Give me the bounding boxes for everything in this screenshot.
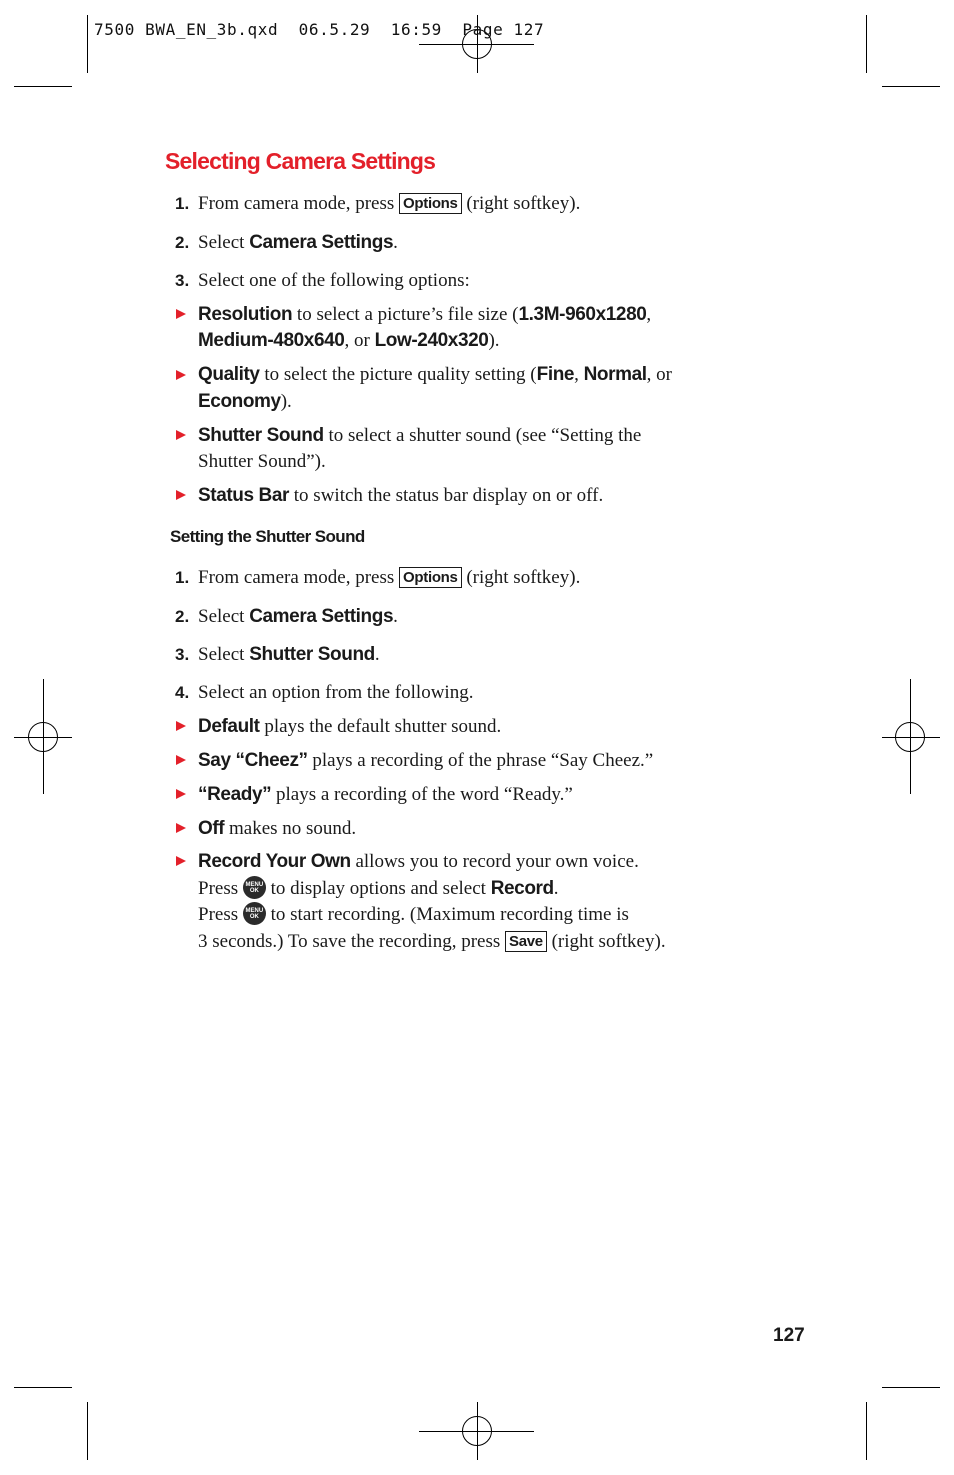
crop-mark <box>87 1402 88 1460</box>
bullet-record-line3: Press MENU OK to start recording. (Maximum recording time is <box>198 904 629 925</box>
bullet-quality: Quality to select the picture quality setting (Fine, Normal, or <box>198 364 672 385</box>
crop-mark <box>14 1387 72 1388</box>
crop-mark <box>882 1387 940 1388</box>
bullet-ready: “Ready” plays a recording of the word “Ready.” <box>198 784 573 805</box>
step-text: From camera mode, press Options (right softkey). <box>198 193 581 214</box>
bullet-arrow-icon <box>176 430 186 440</box>
registration-mark <box>462 1416 492 1446</box>
bullet-record-your-own: Record Your Own allows you to record your own voice. <box>198 851 639 872</box>
bullet-shutter-sound-cont: Shutter Sound”). <box>198 451 326 472</box>
step-number: 2. <box>175 607 190 626</box>
page-number: 127 <box>773 1325 805 1346</box>
bullet-arrow-icon <box>176 856 186 866</box>
bullet-arrow-icon <box>176 370 186 380</box>
crop-mark <box>87 15 88 73</box>
bullet-say-cheez: Say “Cheez” plays a recording of the phrase “Say Cheez.” <box>198 750 654 771</box>
bullet-resolution-cont: Medium-480x640, or Low-240x320). <box>198 330 500 351</box>
step-number: 3. <box>175 645 190 664</box>
step-text: Select Shutter Sound. <box>198 644 380 665</box>
step-number: 1. <box>175 194 190 213</box>
options-softkey: Options <box>399 567 462 588</box>
bullet-resolution: Resolution to select a picture’s file size (1.3M-960x1280, <box>198 304 652 325</box>
options-softkey: Options <box>399 193 462 214</box>
bullet-arrow-icon <box>176 721 186 731</box>
menu-ok-icon: MENU OK <box>243 876 266 899</box>
step-text: Select Camera Settings. <box>198 606 398 627</box>
bullet-quality-cont: Economy). <box>198 391 292 412</box>
crop-mark <box>14 86 72 87</box>
bullet-shutter-sound: Shutter Sound to select a shutter sound (see “Setting the <box>198 425 642 446</box>
bullet-arrow-icon <box>176 823 186 833</box>
step-text: Select one of the following options: <box>198 270 470 291</box>
crop-mark <box>866 1402 867 1460</box>
step-number: 1. <box>175 568 190 587</box>
registration-mark <box>895 722 925 752</box>
bullet-record-line2: Press MENU OK to display options and select Record. <box>198 878 559 899</box>
step-number: 4. <box>175 683 190 702</box>
registration-mark <box>28 722 58 752</box>
bullet-record-line4: 3 seconds.) To save the recording, press Save (right softkey). <box>198 931 666 952</box>
bullet-off: Off makes no sound. <box>198 818 357 839</box>
file-slug: 7500 BWA_EN_3b.qxd 06.5.29 16:59 Page 127 <box>94 20 545 39</box>
step-number: 3. <box>175 271 190 290</box>
save-softkey: Save <box>505 931 547 952</box>
menu-ok-icon: MENU OK <box>243 902 266 925</box>
crop-mark <box>882 86 940 87</box>
bullet-arrow-icon <box>176 309 186 319</box>
bullet-arrow-icon <box>176 755 186 765</box>
bullet-arrow-icon <box>176 789 186 799</box>
step-text: Select Camera Settings. <box>198 232 398 253</box>
crop-mark <box>866 15 867 73</box>
bullet-arrow-icon <box>176 490 186 500</box>
step-number: 2. <box>175 233 190 252</box>
section-heading: Setting the Shutter Sound <box>170 527 365 546</box>
bullet-default: Default plays the default shutter sound. <box>198 716 502 737</box>
step-text: From camera mode, press Options (right softkey). <box>198 567 581 588</box>
page-title: Selecting Camera Settings <box>165 148 436 174</box>
bullet-status-bar: Status Bar to switch the status bar display on or off. <box>198 485 604 506</box>
step-text: Select an option from the following. <box>198 682 474 703</box>
